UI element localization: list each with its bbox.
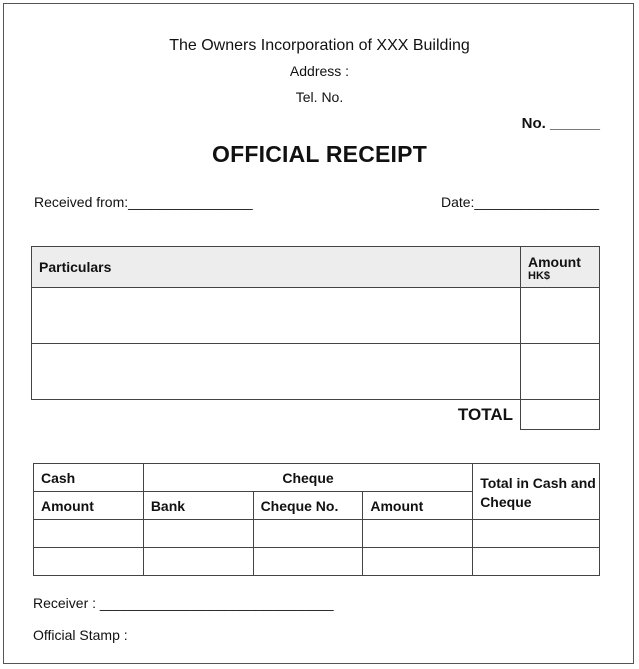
amount-header: [521, 247, 600, 288]
amount-header-label: Amount: [528, 253, 581, 270]
cash-amount-cell[interactable]: [34, 548, 144, 576]
cheque-amount-cell[interactable]: [363, 548, 473, 576]
particulars-table: [31, 246, 600, 430]
bank-header: Bank: [143, 492, 253, 520]
cash-amount-cell[interactable]: [34, 520, 144, 548]
official-stamp-label: Official Stamp :: [33, 627, 128, 643]
bank-cell[interactable]: [143, 520, 253, 548]
particulars-header: Particulars: [32, 247, 521, 288]
cheque-no-cell[interactable]: [253, 520, 363, 548]
particulars-cell[interactable]: [32, 344, 521, 400]
cheque-no-cell[interactable]: [253, 548, 363, 576]
organization-name: The Owners Incorporation of XXX Building: [169, 37, 470, 54]
total-cell[interactable]: [473, 548, 600, 576]
total-cell[interactable]: [473, 520, 600, 548]
page-title: OFFICIAL RECEIPT: [212, 141, 427, 167]
particulars-cell[interactable]: [32, 288, 521, 344]
amount-cell[interactable]: [521, 344, 600, 400]
cash-amount-header: Amount: [34, 492, 144, 520]
cash-header: Cash: [34, 464, 144, 492]
tel-label: Tel. No.: [295, 89, 344, 105]
table-row: [32, 344, 600, 400]
table-row: [34, 548, 600, 576]
bank-cell[interactable]: [143, 548, 253, 576]
cheque-no-header: Cheque No.: [253, 492, 363, 520]
total-amount-cell[interactable]: [521, 400, 600, 430]
total-label: TOTAL: [32, 400, 521, 430]
amount-currency-label: HK$: [528, 269, 551, 282]
received-from-field[interactable]: Received from:________________: [34, 194, 253, 210]
cheque-header: Cheque: [143, 464, 472, 492]
cheque-amount-cell[interactable]: [363, 520, 473, 548]
total-cash-cheque-header: Total in Cash and Cheque: [473, 464, 600, 520]
table-row: [34, 520, 600, 548]
receiver-field[interactable]: Receiver : ______________________________: [33, 595, 334, 611]
address-label: Address :: [289, 63, 350, 79]
cheque-amount-header: Amount: [363, 492, 473, 520]
amount-cell[interactable]: [521, 288, 600, 344]
table-row: [32, 288, 600, 344]
date-field[interactable]: Date:________________: [440, 194, 599, 210]
payment-table: [33, 463, 600, 576]
receipt-number-label: No. ______: [521, 115, 600, 132]
